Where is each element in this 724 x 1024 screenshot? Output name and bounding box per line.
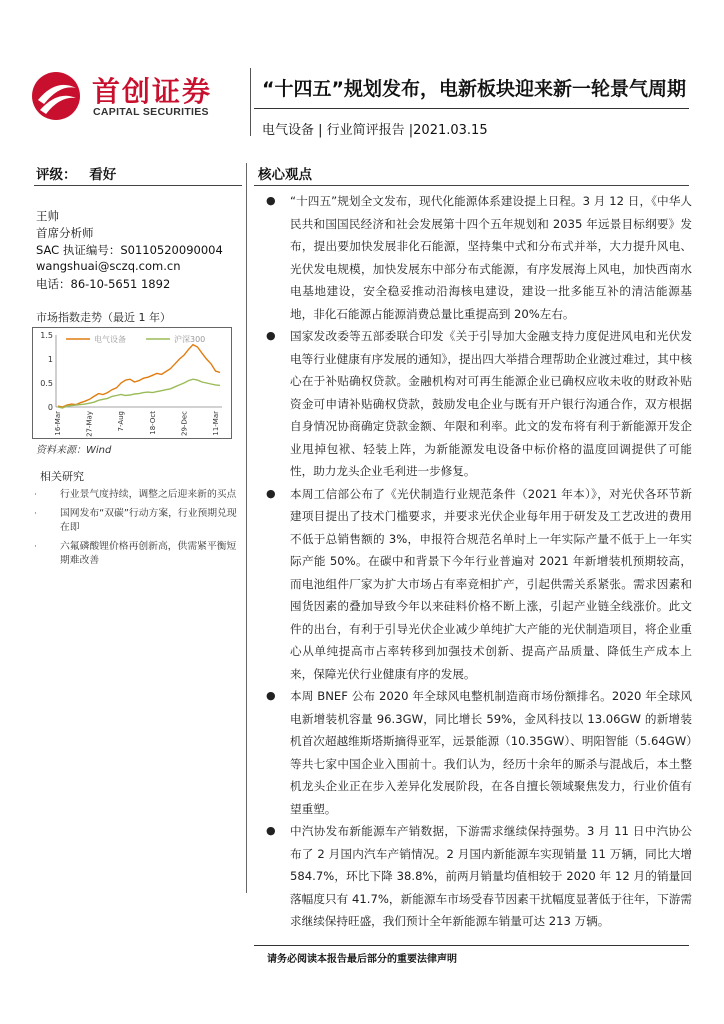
bullet-icon: ● (266, 689, 276, 702)
y-tick-label: 0.5 (40, 379, 53, 388)
chart-frame (33, 328, 232, 439)
report-meta: 电气设备 | 行业简评报告 |2021.03.15 (262, 123, 488, 138)
x-tick-label: 27-May (85, 411, 94, 437)
column-divider (246, 163, 247, 893)
core-views-divider (254, 185, 689, 186)
related-research-title: 相关研究 (40, 470, 84, 483)
rating (36, 163, 116, 183)
rating-value: 看好 (89, 167, 117, 183)
core-point (266, 325, 692, 483)
bullet-icon: ● (266, 329, 276, 342)
rating-divider (34, 185, 242, 186)
x-tick-label: 11-Mar (212, 411, 220, 436)
logo-chinese-name: 首创证券 (92, 75, 213, 108)
core-views-list (266, 190, 692, 933)
y-tick-label: 0 (47, 403, 53, 412)
capital-securities-logo-icon (30, 70, 82, 122)
analyst-email[interactable]: wangshuai@sczq.com.cn (36, 259, 181, 273)
footer-divider (254, 945, 689, 946)
rating-label: 评级： (36, 167, 77, 183)
related-item[interactable] (34, 540, 242, 568)
chart-title: 市场指数走势（最近 1 年） (36, 311, 171, 324)
legend-label: 电气设备 (94, 335, 126, 344)
analyst-sac: SAC 执证编号：S0110520090004 (36, 243, 223, 257)
core-point (266, 190, 692, 325)
legal-disclaimer: 请务必阅读本报告最后部分的重要法律声明 (267, 954, 457, 965)
core-point-text: 本周工信部公布了《光伏制造行业规范条件（2021 年本）》，对光伏各环节新建项目提出了技术门槛要求，并要求光伏企业每年用于研发及工艺改进的费用不低于总销售额的 3%，申报符合规范名单时上一年实际产量不低于上一年实际产能 50%。在碳中和背景下今年行业普遍对 2021 年新增装机预期较高，而电池组件厂家为扩大市场占有率竞相扩产，引起供需关系紧张。需求因素和囤货因素的叠加导致今年以来硅料价格不断上涨，引起产业链全线涨价。此文件的出台，有利于引导光伏企业减少单纯扩大产能的光伏制造项目，将企业重心从单纯提高市占率转移到加强技术创新、提高产品质量、降低生产成本上来，保障光伏行业健康有序的发展。 (290, 486, 692, 681)
bullet-icon: ● (266, 486, 276, 500)
x-tick-label: 7-Aug (117, 411, 126, 432)
core-point (266, 820, 692, 933)
title-underline (254, 108, 689, 109)
core-point-text: 中汽协发布新能源车产销数据，下游需求继续保持强势。3 月 11 日中汽协公布了 2 月国内汽车产销情况。2 月国内新能源车实现销量 11 万辆，同比大增 584.7%，环比下降 38.8%，前两月销量均值相较于 2020 年 12 月的销量回落幅度只有 41.7%，新能源车市场受春节因素干扰幅度显著低于往年，下游需求继续保持旺盛，我们预计全年新能源车销量可达 213 万辆。 (290, 824, 692, 928)
core-point (266, 685, 692, 820)
bullet-icon: ● (266, 194, 276, 207)
analyst-phone: 电话：86-10-5651 1892 (36, 277, 171, 291)
core-views-title: 核心观点 (258, 167, 312, 183)
core-point-text: “十四五”规划全文发布，现代化能源体系建设提上日程。3 月 12 日，《中华人民共和国国民经济和社会发展第十四个五年规划和 2035 年远景目标纲要》发布，提出要加快发展非化石能源，坚持集中式和分布式并举，大力提升风电、光伏发电规模，加快发展东中部分布式能源，有序发展海上风电，加快西南水电基地建设，安全稳妥推动沿海核电建设，建设一批多能互补的清洁能源基地，非化石能源占能源消费总量比重提高到 20%左右。 (290, 194, 692, 321)
y-tick-label: 1 (47, 355, 53, 364)
analyst-title: 首席分析师 (36, 226, 94, 240)
x-tick-label: 16-Mar (54, 411, 62, 436)
report-title: “十四五”规划发布，电新板块迎来新一轮景气周期 (262, 78, 686, 100)
related-item[interactable] (34, 488, 242, 502)
x-tick-label: 18-Oct (148, 411, 157, 435)
related-item[interactable] (34, 507, 242, 535)
chart-source: 资料来源：Wind (36, 445, 112, 456)
x-tick-label: 29-Dec (180, 411, 189, 436)
related-research-list (34, 488, 242, 573)
logo-english-name: CAPITAL SECURITIES (93, 106, 209, 118)
bullet-icon: · (34, 490, 37, 500)
bullet-icon: · (34, 542, 37, 552)
market-index-chart (32, 327, 232, 439)
core-point-text: 国家发改委等五部委联合印发《关于引导加大金融支持力度促进风电和光伏发电等行业健康有序发展的通知》，提出四大举措合理帮助企业渡过难过，其中核心在于补贴确权贷款。金融机构对可再生能源企业已确权应收未收的财政补贴资金可申请补贴确权贷款，鼓励发电企业与既有开户银行沟通合作，双方根据自身情况协商确定贷款金额、年限和利率。此文的发布将有利于新能源开发企业甩掉包袱、轻装上阵，为新能源发电设备中标价格的温度回调提供了可能性，助力龙头企业毛利进一步修复。 (290, 329, 692, 478)
y-tick-label: 1.5 (40, 331, 53, 340)
analyst-name: 王帅 (36, 209, 59, 223)
bullet-icon: · (34, 509, 37, 519)
bullet-icon: ● (266, 824, 276, 837)
core-point (266, 483, 692, 686)
related-item-text: 国网发布“双碳”行动方案，行业预期兑现在即 (60, 508, 237, 533)
related-item-text: 六氟磷酸锂价格再创新高，供需紧平衡短期难改善 (60, 541, 237, 566)
header-divider (250, 68, 251, 136)
core-point-text: 本周 BNEF 公布 2020 年全球风电整机制造商市场份额排名。2020 年全球风电新增装机容量 96.3GW，同比增长 59%，金风科技以 13.06GW 的新增装机首次超越维斯塔斯摘得亚军，远景能源（10.35GW）、明阳智能（5.64GW）等共七家中国企业入围前十。我们认为，经历十余年的厮杀与混战后，本土整机龙头企业正在步入差异化发展阶段，在各自擅长领域聚焦发力，行业价值有望重塑。 (290, 689, 692, 816)
legend-label: 沪深300 (174, 335, 206, 344)
related-item-text: 行业景气度持续，调整之后迎来新的买点 (60, 489, 237, 500)
